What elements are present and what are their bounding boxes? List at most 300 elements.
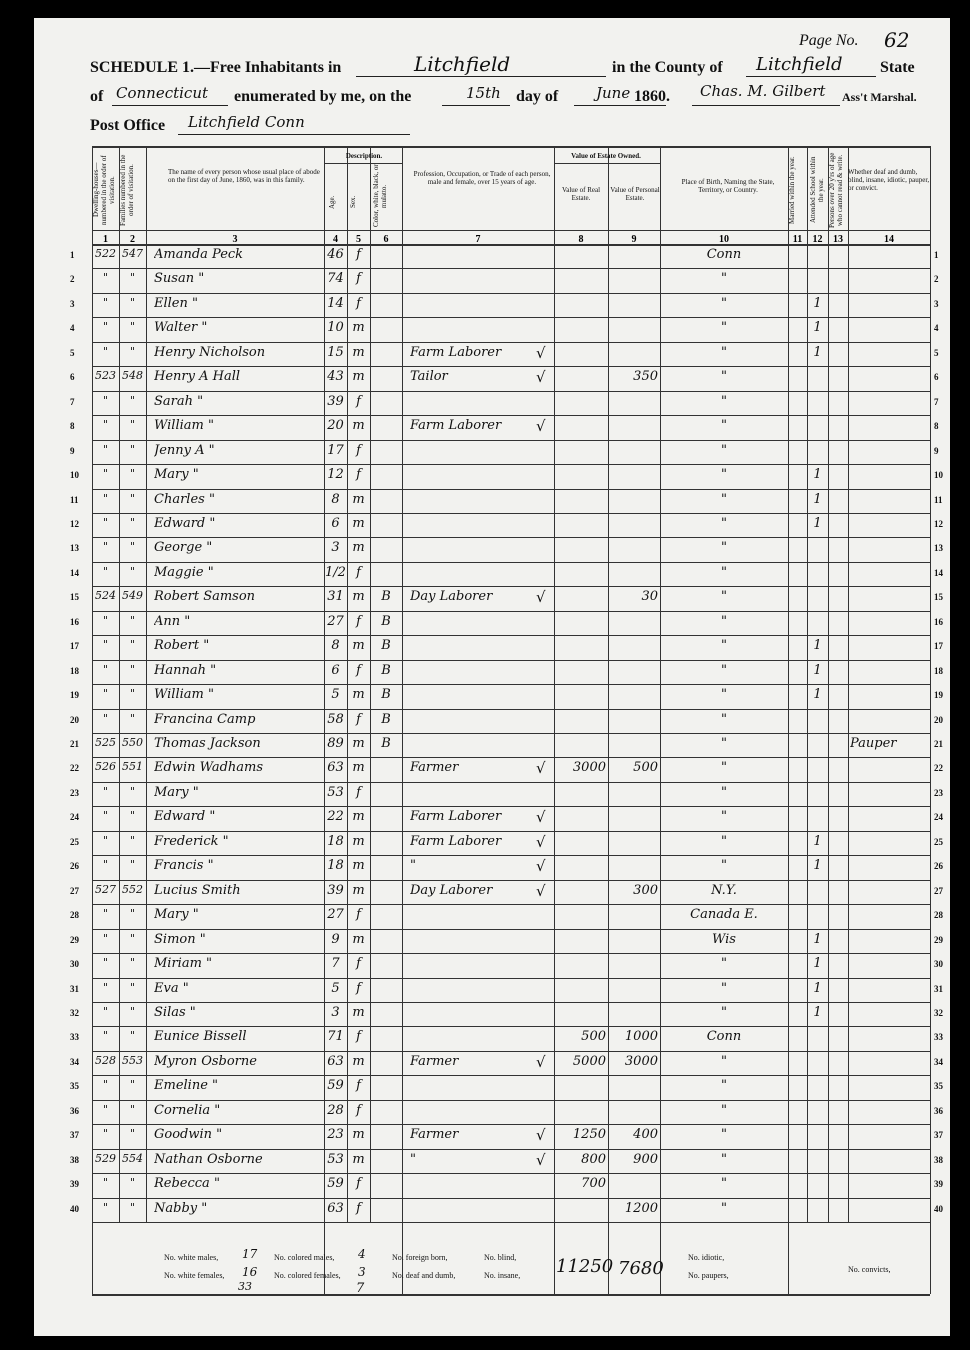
column-number: 5	[356, 234, 361, 245]
sex: f	[356, 662, 361, 678]
birthplace: "	[721, 467, 727, 483]
sex: f	[356, 1078, 361, 1094]
sex: m	[352, 369, 365, 385]
age: 20	[327, 418, 344, 434]
row-rule	[92, 1075, 930, 1076]
row-rule	[92, 684, 930, 685]
row-rule	[92, 1124, 930, 1125]
birthplace: "	[721, 442, 727, 458]
person-name: Mary "	[154, 784, 199, 800]
column-number: 10	[719, 234, 729, 245]
line-number-left: 13	[70, 543, 79, 554]
dwelling-number: "	[102, 418, 109, 432]
person-name: Nabby "	[154, 1200, 208, 1216]
column-number: 12	[812, 234, 823, 245]
birthplace: "	[721, 344, 727, 360]
school-mark: 1	[813, 467, 822, 483]
person-name: William "	[154, 418, 214, 434]
col-illiterate-heading: Persons over 20 y'rs of age who cannot read & write.	[828, 152, 844, 228]
line-number-left: 14	[70, 567, 79, 578]
checkmark-icon: √	[536, 759, 546, 778]
line-number-right: 3	[934, 298, 939, 309]
sex: m	[352, 589, 365, 605]
column-rule	[930, 146, 931, 1294]
line-number-right: 26	[934, 861, 943, 872]
family-number: "	[129, 931, 136, 945]
dwelling-number: "	[102, 1176, 109, 1190]
line-number-left: 18	[70, 665, 79, 676]
row-rule	[92, 953, 930, 954]
school-mark: 1	[813, 638, 822, 654]
colored-males-count: 4	[358, 1247, 366, 1261]
school-mark: 1	[813, 956, 822, 972]
line-number-left: 35	[70, 1081, 79, 1092]
person-name: Henry Nicholson	[154, 344, 266, 360]
line-number-left: 29	[70, 934, 79, 945]
dwelling-number: "	[102, 784, 109, 798]
checkmark-icon: √	[536, 588, 546, 607]
school-mark: 1	[813, 1004, 822, 1020]
age: 12	[327, 467, 344, 483]
line-number-right: 2	[934, 274, 939, 285]
family-number: "	[129, 344, 136, 358]
person-name: Robert "	[154, 638, 210, 654]
column-number: 14	[884, 234, 894, 245]
white-total: 33	[238, 1280, 252, 1293]
white-males-label: No. white males,	[164, 1253, 219, 1262]
person-name: Walter "	[154, 320, 208, 336]
personal-estate-value: 300	[633, 882, 658, 898]
family-number: 547	[122, 247, 143, 260]
line-number-left: 6	[70, 372, 75, 383]
paupers-label: No. paupers,	[688, 1271, 729, 1280]
colored-females-label: No. colored females,	[274, 1271, 341, 1280]
personal-estate-value: 3000	[624, 1053, 658, 1069]
line-number-left: 34	[70, 1056, 79, 1067]
line-number-right: 23	[934, 787, 943, 798]
family-number: "	[129, 1176, 136, 1190]
sex: m	[352, 736, 365, 751]
age: 6	[331, 662, 340, 678]
row-rule	[92, 366, 930, 367]
county-blank	[746, 76, 876, 77]
family-number: "	[129, 393, 136, 407]
birthplace: Conn	[706, 1029, 742, 1045]
dwelling-number: "	[102, 344, 109, 358]
column-rule	[660, 146, 661, 1294]
line-number-right: 40	[934, 1203, 943, 1214]
birthplace: "	[721, 1102, 727, 1118]
age: 3	[331, 1004, 340, 1020]
real-estate-value: 1250	[572, 1127, 606, 1143]
family-number: "	[129, 295, 136, 309]
row-rule	[92, 440, 930, 441]
line-number-right: 10	[934, 470, 943, 481]
age: 18	[327, 833, 344, 849]
line-number-right: 11	[934, 494, 943, 505]
line-number-right: 5	[934, 347, 939, 358]
col-birthplace-heading: Place of Birth, Naming the State, Territory, or Country.	[681, 178, 775, 194]
row-rule	[92, 1198, 930, 1199]
person-name: Eunice Bissell	[154, 1029, 247, 1045]
column-number: 4	[333, 234, 338, 245]
dwelling-number: "	[102, 1102, 109, 1116]
person-name: Francis "	[154, 858, 214, 874]
dwelling-number: "	[102, 515, 109, 529]
age: 7	[331, 956, 340, 972]
family-number: 553	[122, 1053, 143, 1067]
person-name: Ellen "	[154, 295, 198, 311]
family-number: 551	[122, 760, 143, 774]
row-rule	[92, 391, 930, 392]
column-rule	[788, 146, 789, 1294]
birthplace: "	[721, 491, 727, 507]
line-number-left: 26	[70, 861, 79, 872]
row-rule	[92, 513, 930, 514]
age: 63	[327, 1200, 344, 1216]
line-number-left: 15	[70, 592, 79, 603]
birthplace: "	[721, 564, 727, 580]
state-name: Connecticut	[116, 84, 209, 102]
personal-estate-value: 500	[633, 760, 658, 776]
line-number-left: 11	[70, 494, 79, 505]
county-label: in the County of	[612, 59, 723, 76]
birthplace: "	[721, 956, 727, 972]
person-name: Simon "	[154, 931, 206, 947]
line-number-left: 32	[70, 1007, 79, 1018]
family-number: "	[129, 564, 136, 578]
birthplace: N.Y.	[711, 882, 737, 898]
post-office-blank	[178, 134, 410, 135]
col-name-heading: The name of every person whose usual place of abode on the first day of June, 1860, was in this family.	[168, 168, 320, 184]
real-estate-value: 5000	[572, 1053, 606, 1069]
family-number: "	[129, 467, 136, 481]
line-number-left: 33	[70, 1032, 79, 1043]
real-estate-value: 500	[581, 1029, 606, 1045]
line-number-left: 28	[70, 910, 79, 921]
sex: m	[352, 858, 365, 874]
line-number-right: 35	[934, 1081, 943, 1092]
real-estate-value: 700	[581, 1176, 606, 1192]
row-rule	[92, 660, 930, 661]
deaf-dumb-label: No. deaf and dumb,	[392, 1271, 456, 1280]
day-of-label: day of	[516, 88, 559, 105]
checkmark-icon: √	[536, 343, 546, 362]
sex: f	[356, 956, 361, 972]
col-dwelling-heading: Dwelling-houses— numbered in the order of visitation.	[92, 155, 116, 225]
birthplace: "	[721, 369, 727, 385]
page-number-label: Page No.	[799, 32, 859, 49]
family-number: 549	[122, 589, 143, 603]
dwelling-number: 524	[95, 589, 116, 603]
age: 39	[327, 393, 344, 409]
line-number-left: 31	[70, 983, 79, 994]
line-number-right: 16	[934, 616, 943, 627]
state-label: State	[880, 59, 915, 76]
line-number-right: 17	[934, 641, 943, 652]
line-number-left: 2	[70, 274, 75, 285]
post-office-label: Post Office	[90, 117, 166, 134]
dwelling-number: "	[102, 687, 109, 701]
row-rule	[92, 978, 930, 979]
age: 8	[331, 491, 340, 507]
line-number-right: 4	[934, 323, 939, 334]
town-name: Litchfield	[414, 52, 511, 76]
dwelling-number: 526	[95, 760, 116, 774]
estate-rule	[554, 163, 660, 164]
enumeration-month: June	[596, 84, 631, 102]
real-estate-value: 800	[581, 1151, 606, 1167]
row-rule	[92, 709, 930, 710]
dwelling-number: "	[102, 858, 109, 872]
sex: f	[356, 1029, 361, 1045]
birthplace: "	[721, 1176, 727, 1192]
occupation: Farm Laborer	[410, 344, 502, 360]
col-age-heading: Age.	[328, 195, 336, 209]
sex: m	[352, 320, 365, 336]
condition-note: Pauper	[850, 736, 897, 751]
col-occupation-heading: Profession, Occupation, or Trade of each person, male and female, over 15 years of age.	[413, 170, 551, 186]
row-rule	[92, 562, 930, 563]
birthplace: "	[721, 589, 727, 605]
enumeration-year: 1860.	[634, 88, 670, 105]
column-number: 2	[130, 234, 135, 245]
family-number: "	[129, 956, 136, 970]
school-mark: 1	[813, 320, 822, 336]
personal-estate-value: 900	[633, 1151, 658, 1167]
row-rule	[92, 855, 930, 856]
person-name: William "	[154, 687, 214, 703]
dwelling-number: "	[102, 809, 109, 823]
line-number-right: 28	[934, 910, 943, 921]
sex: m	[352, 882, 365, 898]
person-name: Hannah "	[154, 662, 217, 678]
row-rule	[92, 1222, 930, 1223]
birthplace: "	[721, 271, 727, 287]
sex: f	[356, 784, 361, 800]
occupation: "	[410, 858, 416, 874]
row-rule	[92, 635, 930, 636]
line-number-left: 24	[70, 812, 79, 823]
family-number: 550	[122, 736, 143, 749]
col-school-heading: Attended School within the year.	[809, 156, 825, 224]
line-number-left: 21	[70, 739, 79, 749]
dwelling-number: "	[102, 442, 109, 456]
person-name: Emeline "	[154, 1078, 219, 1094]
line-number-right: 27	[934, 885, 943, 896]
person-name: Charles "	[154, 491, 215, 507]
sex: f	[356, 442, 361, 458]
line-number-left: 5	[70, 347, 75, 358]
col-family-heading: Families numbered in the order of visitation.	[119, 154, 135, 226]
person-name: Nathan Osborne	[154, 1151, 263, 1167]
age: 3	[331, 540, 340, 556]
family-number: "	[129, 491, 136, 505]
row-rule	[92, 464, 930, 465]
birthplace: "	[721, 1151, 727, 1167]
dwelling-number: "	[102, 393, 109, 407]
school-mark: 1	[813, 687, 822, 703]
row-rule	[92, 489, 930, 490]
person-name: George "	[154, 540, 213, 556]
personal-estate-value: 350	[633, 369, 658, 385]
line-number-right: 39	[934, 1179, 943, 1190]
school-mark: 1	[813, 344, 822, 360]
family-number: "	[129, 1127, 136, 1141]
row-rule	[92, 782, 930, 783]
age: 5	[331, 687, 340, 703]
sex: f	[356, 613, 361, 629]
family-number: "	[129, 858, 136, 872]
line-number-right: 19	[934, 690, 943, 701]
age: 14	[327, 295, 344, 311]
school-mark: 1	[813, 491, 822, 507]
real-estate-value: 3000	[572, 760, 606, 776]
personal-estate-value: 400	[633, 1127, 658, 1143]
age: 23	[327, 1127, 344, 1143]
color: B	[381, 662, 391, 678]
birthplace: "	[721, 613, 727, 629]
line-number-right: 24	[934, 812, 943, 823]
line-number-left: 30	[70, 959, 79, 970]
person-name: Maggie "	[154, 564, 214, 580]
schedule-title: SCHEDULE 1.—Free Inhabitants in	[90, 59, 342, 76]
column-rule	[402, 146, 403, 1294]
column-number: 3	[232, 234, 238, 245]
line-number-left: 25	[70, 836, 79, 847]
birthplace: "	[721, 1078, 727, 1094]
school-mark: 1	[813, 295, 822, 311]
age: 9	[331, 931, 340, 947]
table-bottom-border	[92, 1294, 930, 1296]
dwelling-number: "	[102, 711, 109, 725]
person-name: Mary "	[154, 467, 199, 483]
of-label: of	[90, 88, 104, 105]
family-number: "	[129, 687, 136, 701]
dwelling-number: "	[102, 833, 109, 847]
line-number-left: 17	[70, 641, 79, 652]
dwelling-number: "	[102, 320, 109, 334]
line-number-right: 31	[934, 983, 943, 994]
person-name: Amanda Peck	[154, 247, 244, 262]
line-number-right: 1	[934, 250, 939, 260]
birthplace: "	[721, 662, 727, 678]
line-number-right: 9	[934, 445, 939, 456]
family-number: "	[129, 907, 136, 921]
row-rule	[92, 831, 930, 832]
school-mark: 1	[813, 662, 822, 678]
county-name: Litchfield	[756, 54, 843, 75]
row-rule	[92, 317, 930, 318]
row-rule	[92, 1002, 930, 1003]
column-number: 8	[578, 234, 584, 245]
person-name: Edward "	[154, 515, 216, 531]
row-rule	[92, 1051, 930, 1052]
marshal-label: Ass't Marshal.	[842, 90, 917, 104]
color: B	[381, 736, 391, 751]
row-rule	[92, 268, 930, 269]
person-name: Mary "	[154, 907, 199, 923]
sex: f	[356, 1176, 361, 1192]
person-name: Susan "	[154, 271, 205, 287]
occupation: Day Laborer	[410, 882, 493, 898]
birthplace: "	[721, 1127, 727, 1143]
checkmark-icon: √	[536, 881, 546, 900]
dwelling-number: "	[102, 1127, 109, 1141]
line-number-left: 19	[70, 690, 79, 701]
header-bottom-rule	[92, 230, 930, 231]
checkmark-icon: √	[536, 1150, 546, 1169]
sex: f	[356, 295, 361, 311]
row-rule	[92, 757, 930, 758]
birthplace: "	[721, 515, 727, 531]
occupation: Farmer	[410, 760, 459, 776]
occupation: Day Laborer	[410, 589, 493, 605]
birthplace: "	[721, 1200, 727, 1216]
column-rule	[828, 146, 829, 1222]
birthplace: "	[721, 418, 727, 434]
color: B	[381, 687, 391, 703]
sex: m	[352, 809, 365, 825]
sex: m	[352, 638, 365, 654]
col-real-estate-heading: Value of Real Estate.	[561, 186, 601, 202]
birthplace: "	[721, 858, 727, 874]
colored-males-label: No. colored males,	[274, 1253, 335, 1262]
line-number-right: 8	[934, 421, 939, 432]
sex: m	[352, 760, 365, 776]
person-name: Jenny A "	[154, 442, 215, 458]
birthplace: "	[721, 1004, 727, 1020]
column-number: 7	[475, 234, 481, 245]
color: B	[381, 711, 391, 727]
line-number-right: 32	[934, 1007, 943, 1018]
line-number-left: 36	[70, 1105, 79, 1116]
age: 63	[327, 1053, 344, 1069]
family-number: "	[129, 442, 136, 456]
column-number: 9	[631, 234, 637, 245]
town-blank	[356, 76, 606, 77]
family-number: "	[129, 638, 136, 652]
age: 17	[327, 442, 344, 458]
line-number-left: 9	[70, 445, 75, 456]
col-estate-heading: Value of Estate Owned.	[571, 152, 641, 160]
person-name: Silas "	[154, 1004, 196, 1020]
line-number-left: 12	[70, 518, 79, 529]
birthplace: "	[721, 687, 727, 703]
school-mark: 1	[813, 833, 822, 849]
dwelling-number: "	[102, 467, 109, 481]
row-rule	[92, 1026, 930, 1027]
family-number: 552	[122, 882, 143, 896]
occupation: Farmer	[410, 1053, 459, 1069]
family-number: "	[129, 1078, 136, 1092]
line-number-left: 38	[70, 1154, 79, 1165]
row-rule	[92, 880, 930, 881]
line-number-right: 18	[934, 665, 943, 676]
family-number: "	[129, 271, 136, 285]
age: 28	[327, 1102, 344, 1118]
dwelling-number: "	[102, 491, 109, 505]
family-number: "	[129, 540, 136, 554]
age: 53	[327, 784, 344, 800]
line-number-right: 6	[934, 372, 939, 383]
marshal-name: Chas. M. Gilbert	[700, 82, 826, 100]
row-rule	[92, 537, 930, 538]
age: 15	[327, 344, 344, 360]
dwelling-number: "	[102, 638, 109, 652]
birthplace: "	[721, 295, 727, 311]
state-blank	[112, 105, 228, 106]
